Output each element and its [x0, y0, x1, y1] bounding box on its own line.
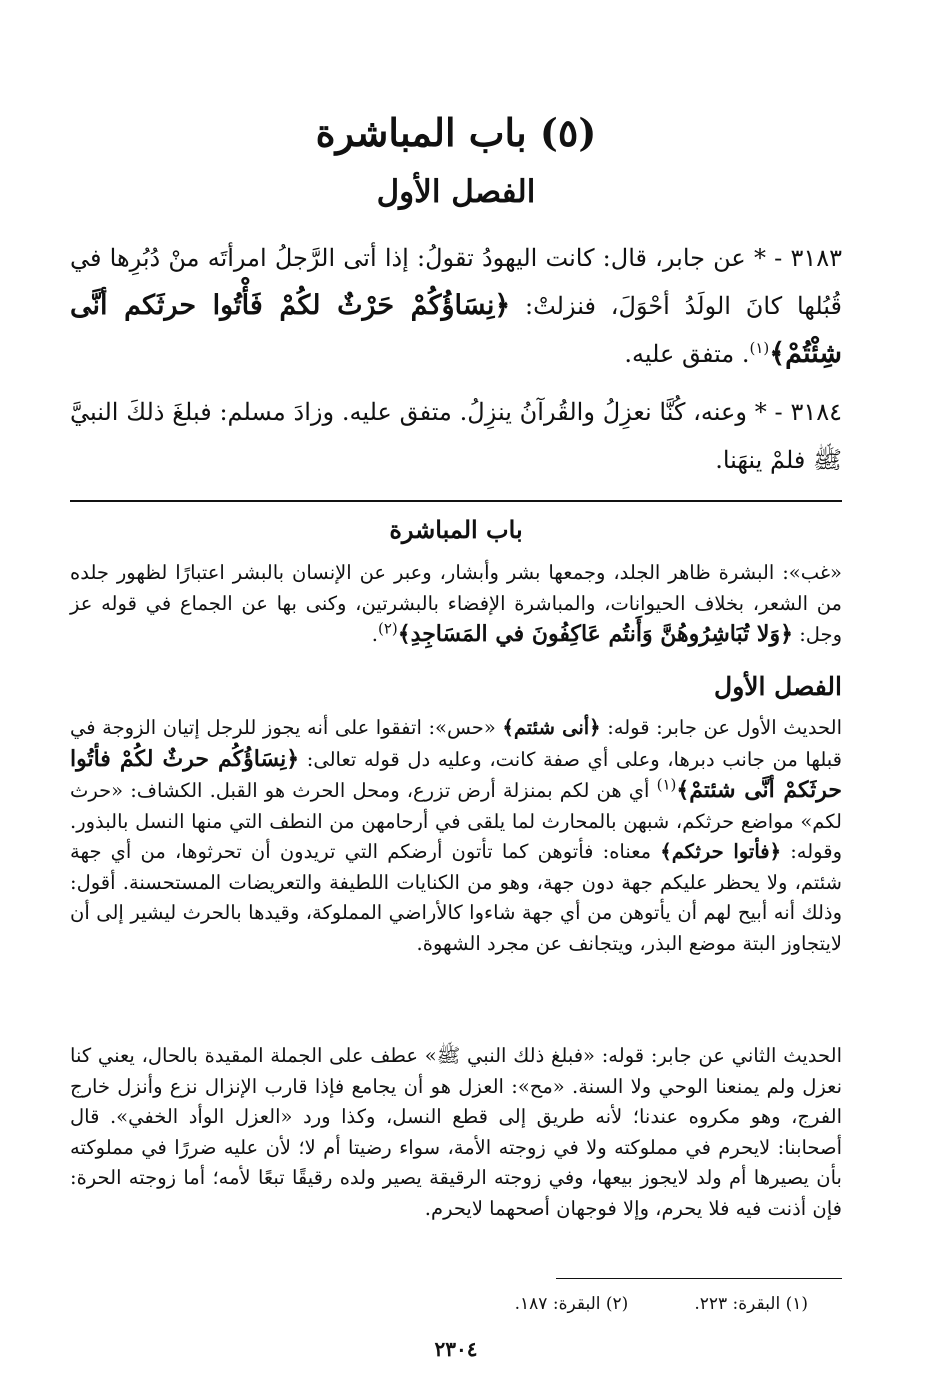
- commentary-text: الحديث الثاني عن جابر: قوله: «فبلغ ذلك النبي ﷺ» عطف على الجملة المقيدة بالحال، يعني كنا نعزل ولم يمنعنا الوحي ولا السنة. «مح»: العزل هو أن يجامع فإذا قارب الإنزال نزع وأنزل خارج الفرج، وهو مكروه عندنا؛ لأنه طريق إلى قطع النسل، وكذا ورد «العزل الوأد الخفي». قال أصحابنا: لايحرم في مملوكته ولا في زوجته الأمة، سواء رضيتا أم لا؛ لأن عليه ضررًا في مملوكته بأن يصيرها أم ولد لايجوز بيعها، وفي زوجته الرقيقة يصير ولده رقيقًا تبعًا لأمه؛ أما زوجته الحرة: فإن أذنت فيه فلا يحرم، وإلا فوجهان أصحهما لايحرم.: [70, 1044, 842, 1220]
- chapter-title: (٥) باب المباشرة: [315, 110, 597, 155]
- commentary-section-title: الفصل الأول: [714, 672, 842, 701]
- footnote-ref[interactable]: (١): [656, 775, 677, 794]
- quran-verse: ﴿فأتوا حرثكم﴾: [660, 840, 782, 863]
- commentary-text: «غب»: البشرة ظاهر الجلد، وجمعها بشر وأبشار، وعبر عن الإنسان بالبشر اعتبارًا لظهور جلده من الشعر، بخلاف الحيوانات، والمباشرة الإفضاء بالبشرتين، وكنى بها عن الجماع في قوله عز وجل:: [70, 561, 842, 646]
- quran-verse: ﴿نِسَاؤُكُمْ حَرْثٌ لكُمْ فَأْتُوا حرثَكم أنَّى شِئْتُمْ﴾: [70, 290, 842, 369]
- quran-verse: ﴿أنى شئتم﴾: [502, 716, 601, 739]
- footnote-2: (٢) البقرة: ١٨٧.: [514, 1294, 629, 1314]
- hadith-ending: . متفق عليه.: [624, 340, 750, 368]
- footnote-ref[interactable]: (٢): [377, 619, 398, 638]
- commentary-title: باب المباشرة: [389, 515, 523, 544]
- commentary-text: أي هن لكم بمنزلة أرض تزرع، ومحل الحرث هو القبل. الكشاف: «حرث لكم» مواضع حرثكم، شبهن بالمحارث لما يلقى في أرحامهن من النطف التي منها النسل بالبذور. وقوله:: [70, 779, 842, 863]
- commentary-paragraph-2: [70, 713, 842, 959]
- quran-verse: ﴿نِسَاؤُكُم حرثٌ لكُمْ فأتُوا حرثَكمْ أنَّى شئتمْ﴾: [70, 745, 842, 803]
- footnotes: [515, 1290, 808, 1318]
- commentary-text: .: [371, 623, 378, 646]
- page-number: ٢٣٠٤: [434, 1337, 478, 1361]
- commentary-text: «حس»: اتفقوا على أنه يجوز للرجل إتيان الزوجة في قبلها من جانب دبرها، وعلى أي صفة كانت، وعليه دل قوله تعالى:: [70, 716, 842, 771]
- quran-verse: ﴿وَلا تُبَاشِرُوهُنَّ وَأَنتُم عَاكِفُونَ في المَسَاجِدِ﴾: [397, 621, 793, 647]
- hadith-number: ٣١٨٤ - *: [754, 398, 842, 426]
- hadith-number: ٣١٨٣ - *: [753, 244, 842, 272]
- commentary-paragraph-3: [70, 1041, 842, 1224]
- commentary-text: معناه: فأتوهن كما تأتون أرضكم التي تريدون أن تحرثوها، من أي جهة شئتم، ولا يحظر عليكم جهة دون جهة، وهو من الكنايات اللطيفة والتعريضات المستحسنة. أقول: وذلك أنه أبيح لهم أن يأتوهن من أي جهة شاءوا كالأراضي المملوكة، وقيدها بالحرث ليشير إلى أن لايتجاوز البتة موضع البذر، ويتجانف عن مجرد الشهوة.: [70, 840, 842, 955]
- hadith-text: عن جابر، قال: كانت اليهودُ تقولُ: إذا أتى الرَّجلُ امرأتَه منْ دُبُرِها في قُبُلها كانَ الولَدُ أحْوَلَ، فنزلتْ:: [70, 244, 842, 320]
- hadith-3184: [70, 388, 842, 484]
- hadith-text: وعنه، كُنَّا نعزِلُ والقُرآنُ ينزِلُ. متفق عليه. وزادَ مسلم: فبلغَ ذلكَ النبيَّ ﷺ فلمْ ينهَنا.: [70, 398, 842, 474]
- hadith-3183: [70, 234, 842, 378]
- commentary-paragraph-1: [70, 558, 842, 651]
- section-title-main: الفصل الأول: [376, 174, 536, 210]
- footnote-divider: [556, 1278, 842, 1279]
- commentary-text: الحديث الأول عن جابر: قوله:: [607, 716, 842, 739]
- footnote-1: (١) البقرة: ٢٢٣.: [694, 1294, 808, 1314]
- book-page: [70, 0, 842, 1388]
- footnote-ref[interactable]: (١): [749, 339, 770, 357]
- section-divider: [70, 500, 842, 502]
